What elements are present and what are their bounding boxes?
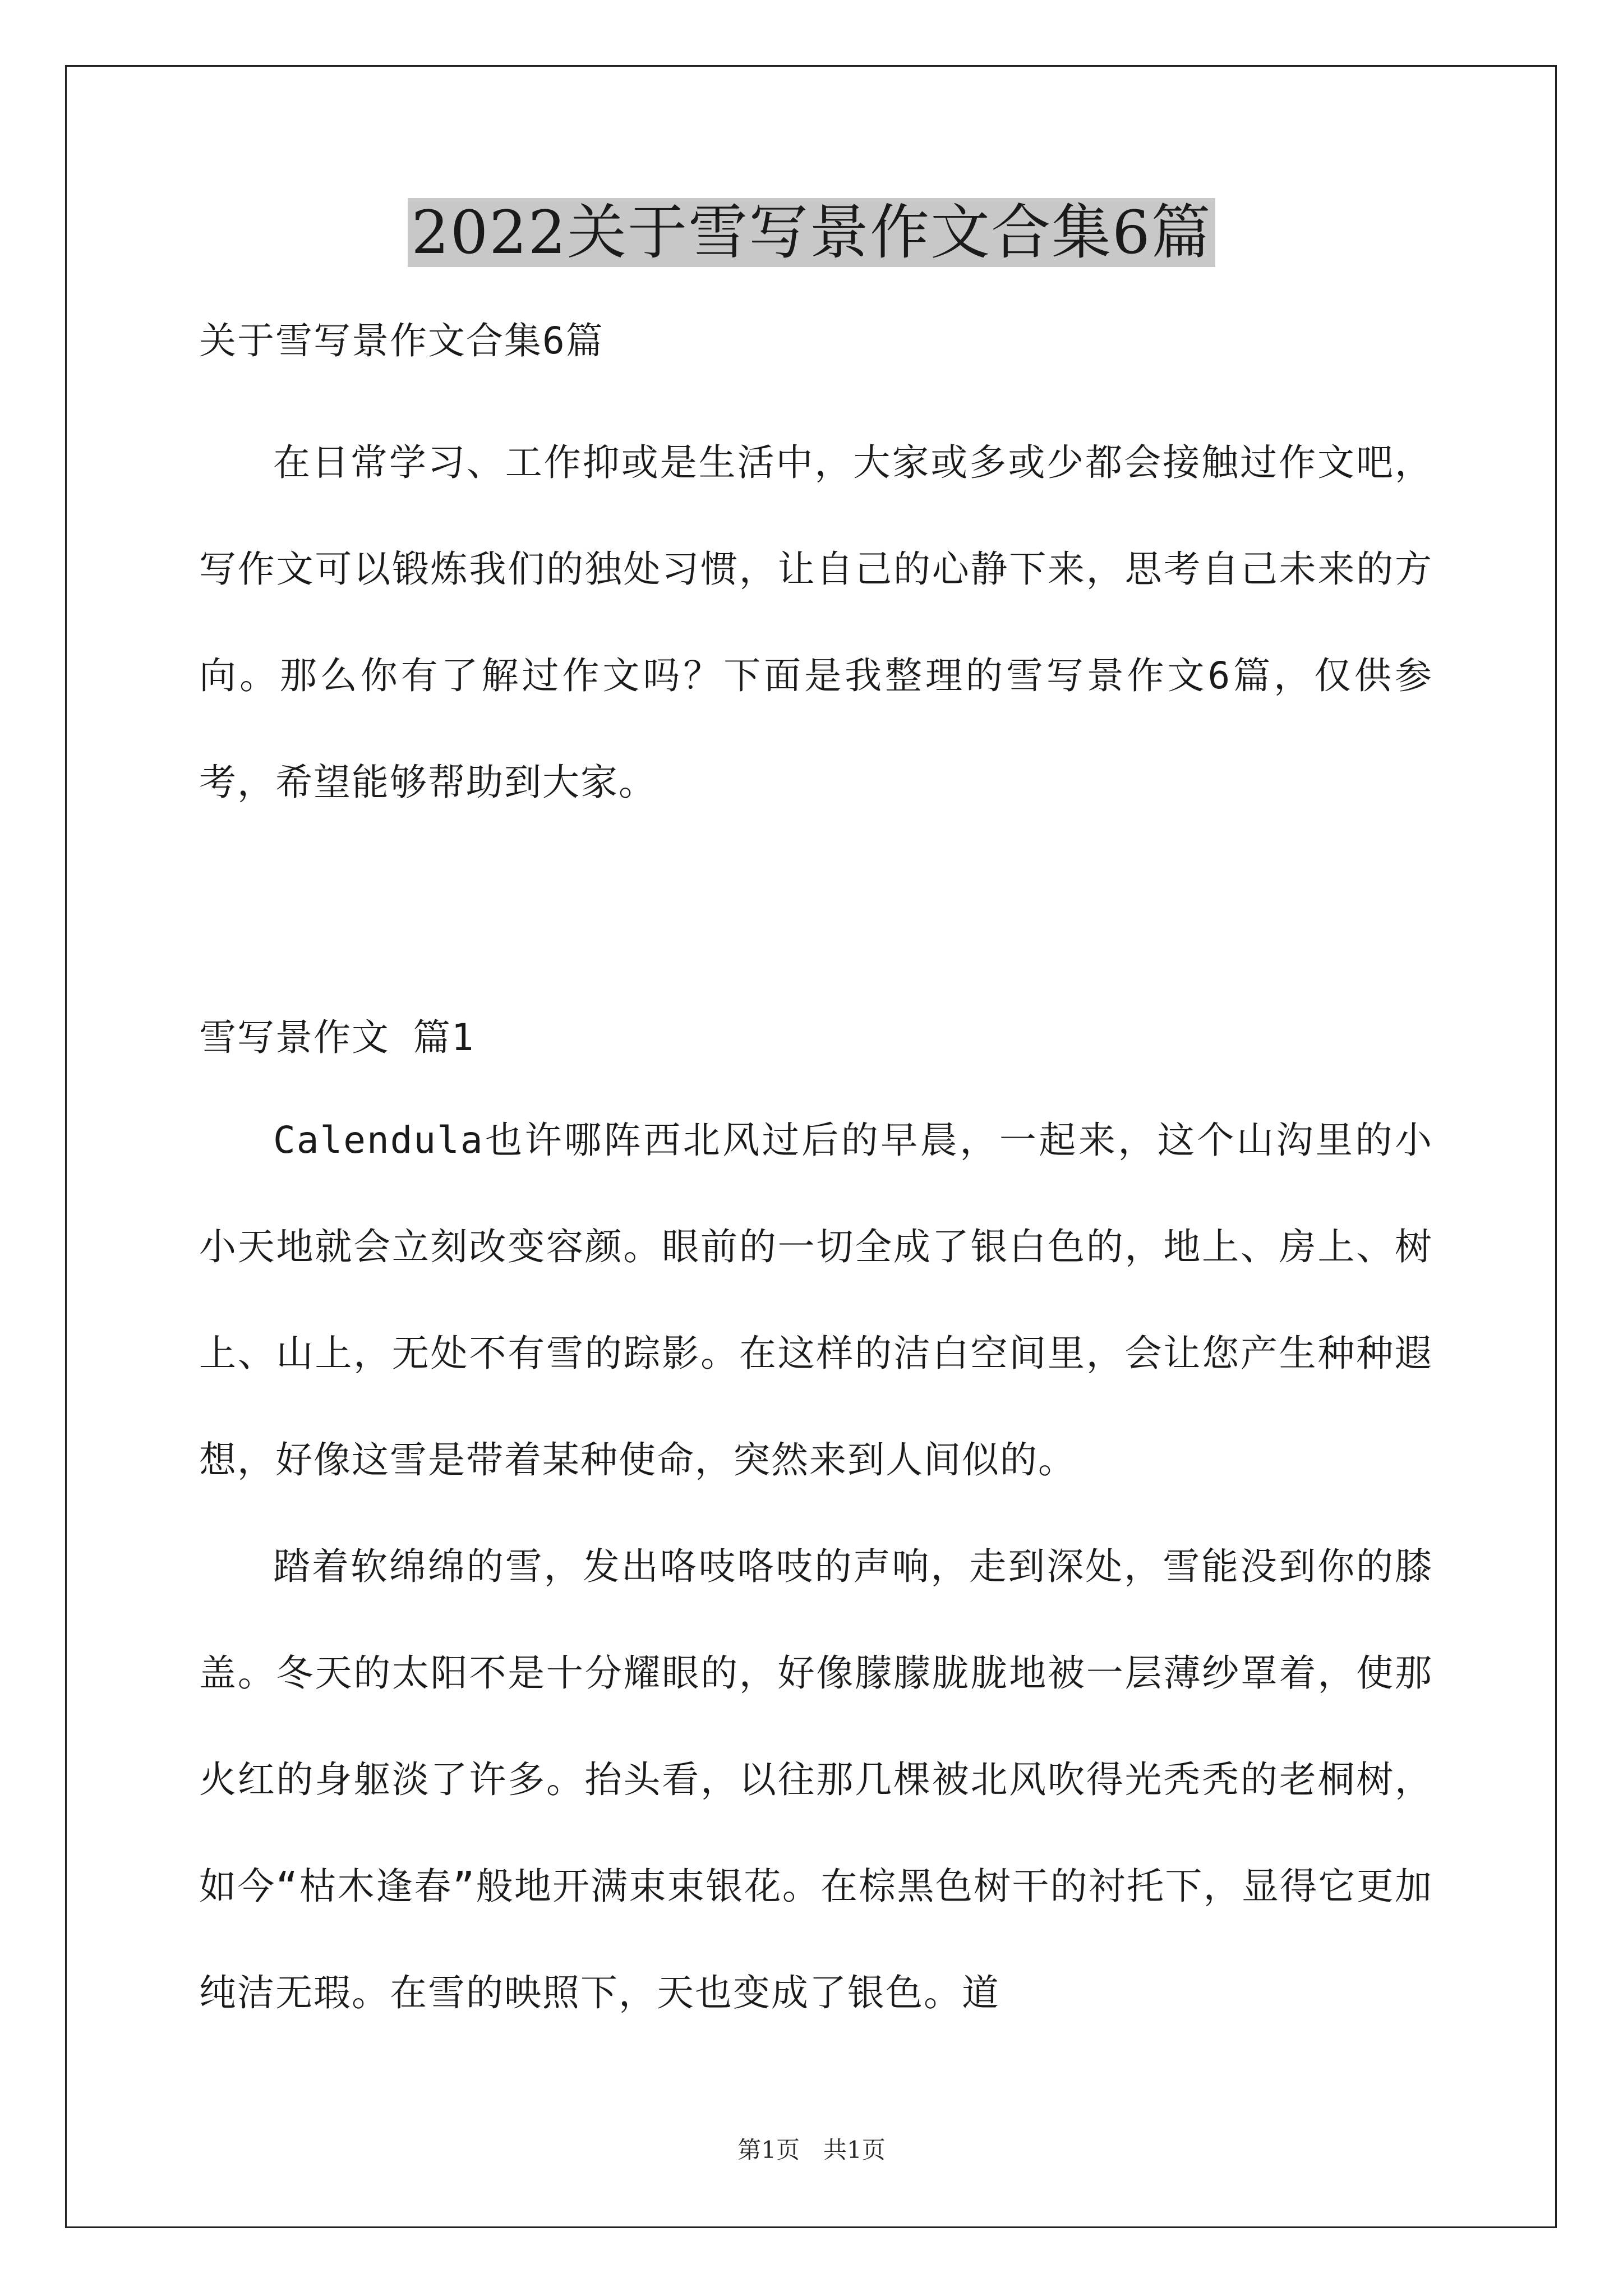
page-number-footer: 第1页 共1页 xyxy=(737,2136,886,2164)
document-body xyxy=(199,307,1433,2046)
section-heading: 雪写景作文 篇1 xyxy=(199,1016,475,1059)
body-paragraph-1: Calendula也许哪阵西北风过后的早晨，一起来，这个山沟里的小小天地就会立刻改变容颜。眼前的一切全成了银白色的，地上、房上、树上、山上，无处不有雪的踪影。在这样的洁白空间里，会让您产生种种遐想，好像这雪是带着某种使命，突然来到人间似的。 xyxy=(199,1119,1433,1481)
document-title xyxy=(0,191,1623,275)
body-paragraph-2: 踏着软绵绵的雪，发出咯吱咯吱的声响，走到深处，雪能没到你的膝盖。冬天的太阳不是十分耀眼的，好像朦朦胧胧地被一层薄纱罩着，使那火红的身躯淡了许多。抬头看，以往那几棵被北风吹得光秃秃的老桐树，如今“枯木逢春”般地开满束束银花。在棕黑色树干的衬托下，显得它更加纯洁无瑕。在雪的映照下，天也变成了银色。道 xyxy=(199,1545,1433,2014)
document-subtitle: 关于雪写景作文合集6篇 xyxy=(199,319,604,362)
document-title-text: 2022关于雪写景作文合集6篇 xyxy=(408,198,1215,267)
intro-paragraph: 在日常学习、工作抑或是生活中，大家或多或少都会接触过作文吧，写作文可以锻炼我们的独处习惯，让自己的心静下来，思考自己未来的方向。那么你有了解过作文吗？下面是我整理的雪写景作文6篇，仅供参考，希望能够帮助到大家。 xyxy=(199,441,1433,804)
